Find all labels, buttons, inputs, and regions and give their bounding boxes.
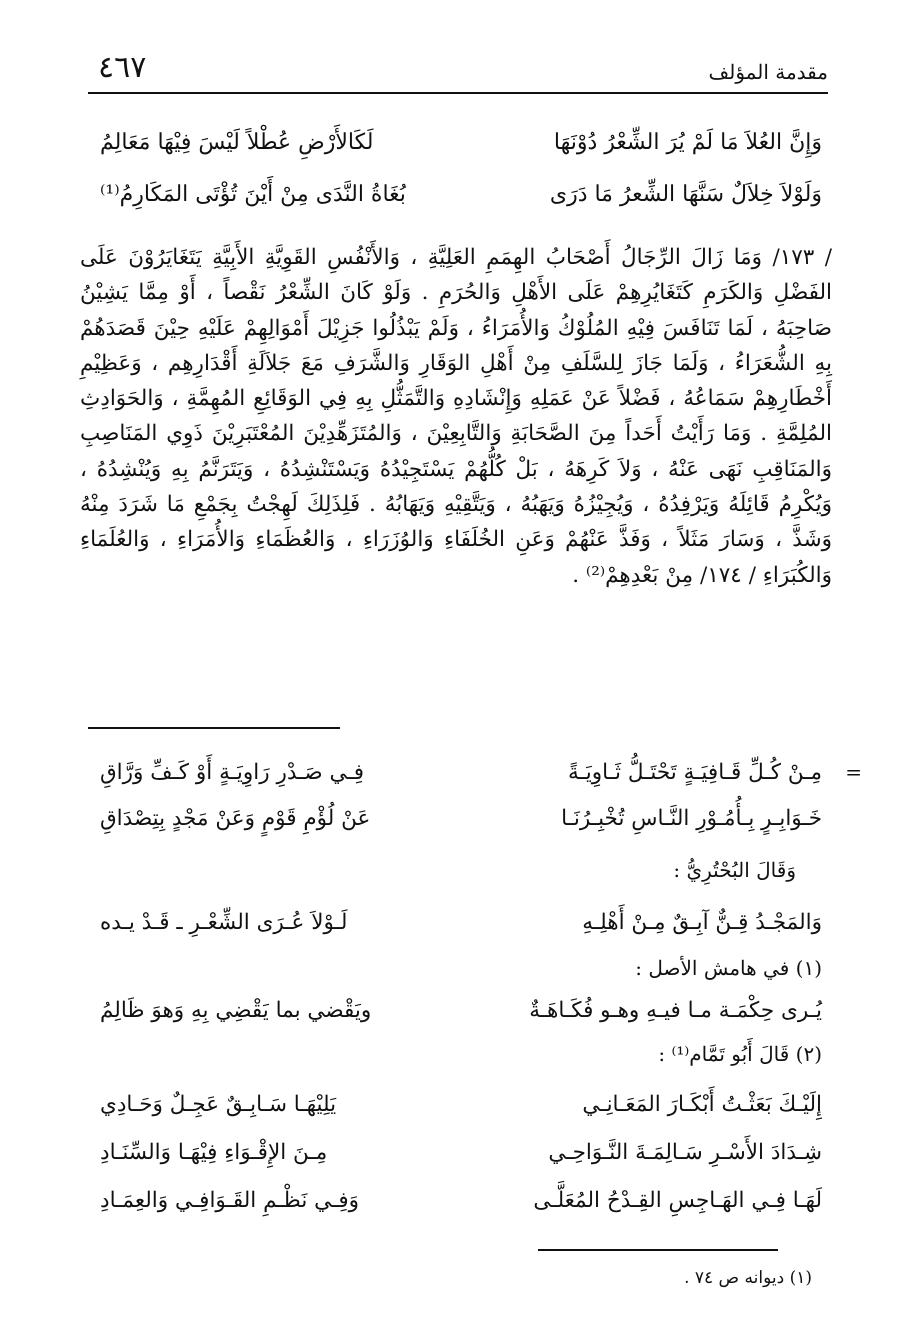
footnote-2-label: (٢) قَالَ أَبُو تَمَّام⁽¹⁾ :: [658, 1042, 822, 1066]
running-title: مقدمة المؤلف: [708, 60, 828, 84]
footnote-verse-line: [100, 998, 822, 1044]
verse-hemistich-second: وَفِـي نَظْـمِ القَـوَافِـي وَالعِمَـادِ: [100, 1188, 360, 1213]
verse-hemistich-first: مِـنْ كُـلِّ قَـافِيَـةٍ تَحْتَـلُّ ثَـاوِيَـةً: [567, 760, 822, 785]
main-paragraph: [80, 240, 832, 593]
page-number: ٤٦٧: [98, 50, 147, 85]
verse-hemistich-second: ويَقْضي بما يَقْضِي بِهِ وَهوَ ظَالِمُ: [100, 998, 372, 1023]
verse-hemistich-first: خَـوَابِـرٍ بِـأُمُـوْرِ النَّـاسِ تُخْبِـرُنَـا: [561, 806, 822, 831]
verse-hemistich-second: بُغَاةُ النَّدَى مِنْ أَيْنَ تُؤْتَى المَكَارِمُ⁽¹⁾: [100, 182, 406, 207]
verse-line: [100, 130, 822, 176]
footnote-verse-line: [100, 1188, 822, 1234]
verse-hemistich-second: يَلِيْهَـا سَـابِـقٌ عَجِـلٌ وَحَـادِي: [100, 1092, 337, 1117]
footnote-separator: [88, 727, 340, 729]
sub-footnote-separator: [538, 1249, 778, 1251]
verse-hemistich-second: فِـي صَـدْرِ رَاوِيَـةٍ أَوْ كَـفِّ وَرَّاقِ: [100, 760, 365, 785]
verse-hemistich-second: لَكَالأَرْضِ عُطْلاً لَيْسَ فِيْهَا مَعَالِمُ: [100, 130, 374, 155]
verse-hemistich-first: شِـدَادَ الأَسْـرِ سَـالِمَـةَ النَّـوَاحِـي: [548, 1140, 822, 1165]
verse-hemistich-first: وَلَوْلاَ خِلاَلٌ سَنَّهَا الشِّعرُ مَا دَرَى: [549, 182, 822, 207]
verse-line: [100, 182, 822, 228]
verse-hemistich-second: مِـنَ الإِقْـوَاءِ فِيْهَـا وَالسِّنَـادِ: [100, 1140, 328, 1165]
verse-hemistich-first: لَهَـا فِـي الهَـاجِسِ القِـدْحُ المُعَلَّـى: [533, 1188, 822, 1213]
verse-hemistich-first: وَإِنَّ العُلاَ مَا لَمْ يُرَ الشِّعْرُ دُوْنَهَا: [553, 130, 822, 155]
header-rule: [88, 92, 828, 94]
sub-footnote: (١) ديوانه ص ٧٤ .: [684, 1268, 812, 1288]
page-header: [88, 44, 828, 94]
verse-hemistich-second: عَنْ لُؤْمِ قَوْمٍ وَعَنْ مَجْدٍ بِتِصْدَاقِ: [100, 806, 371, 831]
paragraph-text: / ١٧٣/ وَمَا زَالَ الرِّجَالُ أَصْحَابُ الهِمَمِ العَلِيَّةِ ، وَالأَنْفُسِ القَوِيَّةِ الأَبِيَّةِ يَتَغَايَرُوْنَ عَلَى الفَضْلِ وَالكَرَمِ كَتَغَايُرِهِمْ عَلَى الأَهْلِ وَالحُرَمِ . وَلَوْ كَانَ الشِّعْرُ نَقْصاً ، أَوْ مِمَّا يَشِيْنُ صَاحِبَهُ ، لَمَا تَنَافَسَ فِيْهِ المُلُوْكُ وَالأُمَرَاءُ ، وَلَمْ يَبْذُلُوا جَزِيْلَ أَمْوَالِهِمْ عَلَيْهِ حِيْنَ قَصَدَهُمْ بِهِ الشُّعَرَاءُ ، وَلَمَا جَازَ لِلسَّلَفِ مِنْ أَهْلِ الوَقَارِ وَالشَّرَفِ مَعَ جَلاَلَةِ أَقْدَارِهِم ، وَعَظِيْمِ أَخْطَارِهِمْ سَمَاعُهُ ، فَضْلاً عَنْ عَمَلِهِ وَإِنْشَادِهِ وَالتَّمَثُّلِ بِهِ فِي الوَقَائِعِ المُهِمَّةِ ، وَالحَوَادِثِ المُلِمَّةِ . وَمَا رَأَيْتُ أَحَداً مِنَ الصَّحَابَةِ وَالتَّابِعِيْنَ ، وَالمُتَزَهِّدِيْنَ المُعْتَبَرِيْنَ ذَوِي المَنَاصِبِ وَالمَنَاقِبِ نَهَى عَنْهُ ، وَلاَ كَرِهَهُ ، بَلْ كُلُّهُمْ يَسْتَجِيْدُهُ وَيَسْتَنْشِدُهُ ، وَيَتَرَنَّمُ بِهِ وَيُنْشِدُهُ ، وَيُكْرِمُ قَائِلَهُ وَيَرْفِدُهُ ، وَيُجِيْزُهُ وَيَهَبُهُ ، وَيَتَّقِيْهِ وَيَهَابُهُ . فَلِذَلِكَ لَهِجْتُ بِجَمْعِ مَا شَرَدَ مِنْهُ وَشَذَّ ، وَسَارَ مَثَلاً ، وَفَذَّ عَنْهُمْ وَعَنِ الخُلَفَاءِ وَالوُزَرَاءِ ، وَالعُظَمَاءِ وَالأُمَرَاءِ ، وَالعُلَمَاءِ وَالكُبَرَاءِ / ١٧٤/ مِنْ بَعْدِهِمْ⁽²⁾ .: [80, 245, 832, 588]
footnote-verse-line: [100, 760, 862, 806]
footnote-verse-line: [100, 910, 822, 956]
footnote-verse-line: [100, 1092, 822, 1138]
verse-hemistich-first: يُـرى حِكْمَـة مـا فيـهِ وهـو فُكَـاهَـةٌ: [529, 998, 822, 1023]
continuation-mark: =: [845, 760, 862, 784]
verse-hemistich-second: لَـوْلاَ عُـرَى الشِّعْـرِ ـ قَـدْ يـده: [100, 910, 348, 935]
verse-hemistich-first: وَالمَجْـدُ قِـنٌّ آبِـقٌ مِـنْ أَهْلِـهِ: [582, 910, 822, 935]
footnote-verse-line: [100, 806, 822, 852]
footnote-poet-label: وَقَالَ البُحْتُرِيُّ :: [673, 858, 796, 882]
verse-hemistich-first: إِلَيْـكَ بَعَثْـتُ أَبْكَـارَ المَعَـانِـي: [582, 1092, 822, 1117]
footnote-verse-line: [100, 1140, 822, 1186]
footnote-1-label: (١) في هامش الأصل :: [635, 956, 822, 980]
